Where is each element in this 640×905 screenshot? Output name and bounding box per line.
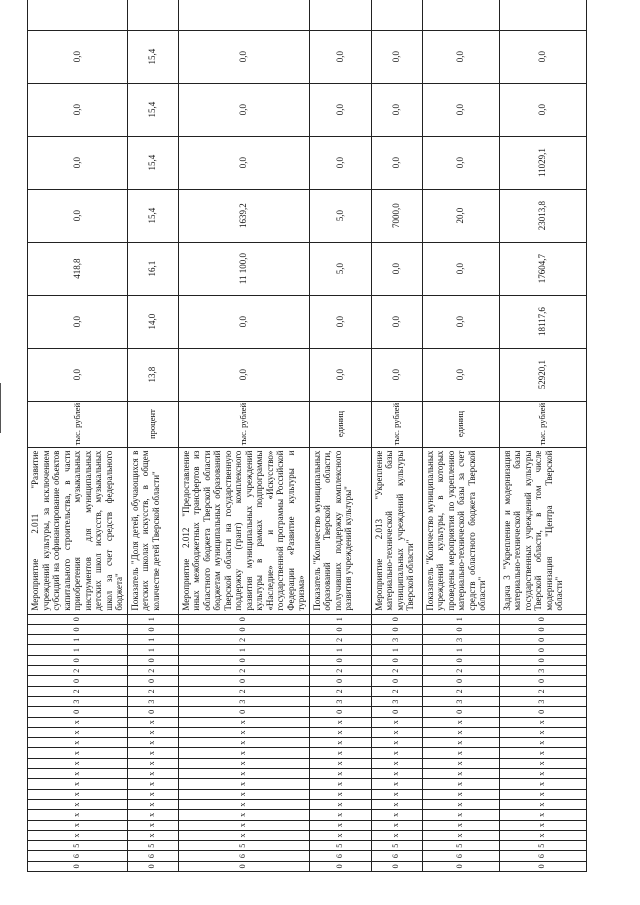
- value-cell: 0,0: [28, 295, 128, 348]
- code-cell: x: [499, 789, 586, 799]
- value-cell: 17604,7: [499, 242, 586, 295]
- target-value-cell: [309, 0, 371, 30]
- code-cell: 1: [127, 645, 178, 655]
- code-cell: 0: [178, 676, 309, 686]
- code-cell: 6: [127, 851, 178, 861]
- unit-cell: процент: [127, 401, 178, 447]
- code-cell: 0: [28, 707, 128, 717]
- code-cell: 0: [422, 707, 499, 717]
- description-cell: Мероприятие 2.013 "Укрепление материально-технической базы муниципальных учреждений культуры Тверской области": [371, 447, 422, 614]
- code-cell: 1: [28, 635, 128, 645]
- target-value-cell: [422, 0, 499, 30]
- code-cell: x: [371, 758, 422, 768]
- code-cell: 1: [422, 645, 499, 655]
- code-cell: 0: [178, 614, 309, 624]
- code-cell: x: [499, 738, 586, 748]
- code-cell: x: [422, 727, 499, 737]
- code-cell: 0: [499, 861, 586, 871]
- value-cell: 0,0: [422, 30, 499, 83]
- code-cell: x: [127, 727, 178, 737]
- code-cell: x: [178, 820, 309, 830]
- value-cell: 0,0: [422, 136, 499, 189]
- value-cell: 0,0: [422, 348, 499, 401]
- code-cell: 0: [127, 861, 178, 871]
- value-cell: 0,0: [371, 295, 422, 348]
- value-cell: 13,8: [127, 348, 178, 401]
- code-cell: x: [371, 738, 422, 748]
- code-cell: x: [28, 727, 128, 737]
- code-cell: 1: [127, 614, 178, 624]
- code-cell: 2: [499, 686, 586, 696]
- program-table: [27, 0, 587, 872]
- code-cell: x: [499, 779, 586, 789]
- code-cell: 3: [422, 696, 499, 706]
- target-value-cell: [499, 0, 586, 30]
- code-cell: 2: [28, 666, 128, 676]
- value-cell: 20,0: [422, 189, 499, 242]
- scan-edge-mark: [0, 383, 1, 433]
- target-value-cell: [178, 0, 309, 30]
- code-cell: 3: [371, 696, 422, 706]
- code-cell: 0: [309, 655, 371, 665]
- code-cell: x: [28, 717, 128, 727]
- code-cell: 0: [499, 676, 586, 686]
- code-cell: 3: [127, 696, 178, 706]
- description-cell: Мероприятие 2.011 "Развитие учреждений культуры, за исключением субсидий на софинансирование объектов капитального строительства, в части приобретения музыкальных инструментов для муниципальных детских школ искусств, музыкальных школ за счет средств федерального бюджета": [28, 447, 128, 614]
- code-cell: x: [309, 717, 371, 727]
- code-cell: 0: [371, 655, 422, 665]
- code-cell: x: [178, 830, 309, 840]
- code-cell: x: [371, 799, 422, 809]
- table-row: [28, 0, 128, 872]
- value-cell: 0,0: [28, 136, 128, 189]
- code-cell: 2: [178, 635, 309, 645]
- code-cell: 0: [371, 624, 422, 634]
- code-cell: 3: [309, 696, 371, 706]
- code-cell: x: [178, 779, 309, 789]
- code-cell: x: [371, 779, 422, 789]
- code-cell: 6: [422, 851, 499, 861]
- code-cell: 1: [371, 645, 422, 655]
- code-cell: 0: [499, 655, 586, 665]
- value-cell: 15,4: [127, 30, 178, 83]
- code-cell: x: [371, 820, 422, 830]
- code-cell: 0: [127, 655, 178, 665]
- value-cell: 0,0: [178, 348, 309, 401]
- code-cell: 2: [178, 666, 309, 676]
- code-cell: 0: [371, 676, 422, 686]
- code-cell: x: [499, 717, 586, 727]
- value-cell: 23013,8: [499, 189, 586, 242]
- value-cell: 0,0: [371, 348, 422, 401]
- code-cell: 0: [499, 645, 586, 655]
- value-cell: 1639,2: [178, 189, 309, 242]
- unit-cell: тыс. рублей: [28, 401, 128, 447]
- code-cell: x: [422, 779, 499, 789]
- code-cell: x: [422, 799, 499, 809]
- unit-cell: единиц: [422, 401, 499, 447]
- description-cell: Показатель "Количество муниципальных образований Тверской области, получивших поддержку комплексного развития учреждений культуры": [309, 447, 371, 614]
- value-cell: 52920,1: [499, 348, 586, 401]
- code-cell: 5: [371, 841, 422, 851]
- value-cell: 418,8: [28, 242, 128, 295]
- code-cell: x: [422, 820, 499, 830]
- value-cell: 0,0: [422, 83, 499, 136]
- value-cell: 14,0: [127, 295, 178, 348]
- code-cell: 6: [28, 851, 128, 861]
- code-cell: x: [371, 810, 422, 820]
- code-cell: x: [28, 830, 128, 840]
- code-cell: 0: [309, 676, 371, 686]
- code-cell: x: [178, 727, 309, 737]
- code-cell: 0: [309, 624, 371, 634]
- code-cell: x: [499, 830, 586, 840]
- code-cell: x: [178, 717, 309, 727]
- value-cell: 0,0: [371, 30, 422, 83]
- code-cell: x: [28, 769, 128, 779]
- code-cell: 0: [422, 655, 499, 665]
- code-cell: x: [499, 810, 586, 820]
- code-cell: x: [127, 779, 178, 789]
- code-cell: 2: [127, 666, 178, 676]
- value-cell: 5,0: [309, 189, 371, 242]
- code-cell: 1: [127, 635, 178, 645]
- code-cell: x: [309, 779, 371, 789]
- code-cell: 2: [371, 666, 422, 676]
- code-cell: x: [178, 799, 309, 809]
- code-cell: 1: [309, 645, 371, 655]
- value-cell: 0,0: [499, 83, 586, 136]
- code-cell: 6: [178, 851, 309, 861]
- code-cell: 1: [309, 614, 371, 624]
- code-cell: 3: [371, 635, 422, 645]
- code-cell: x: [371, 830, 422, 840]
- value-cell: 15,4: [127, 83, 178, 136]
- value-cell: 5,0: [309, 242, 371, 295]
- code-cell: 6: [499, 851, 586, 861]
- table-row: [422, 0, 499, 872]
- code-cell: x: [499, 748, 586, 758]
- value-cell: 18117,6: [499, 295, 586, 348]
- code-cell: 1: [422, 614, 499, 624]
- code-cell: 0: [422, 676, 499, 686]
- code-cell: x: [178, 810, 309, 820]
- code-cell: 5: [309, 841, 371, 851]
- code-cell: x: [28, 748, 128, 758]
- code-cell: 0: [178, 707, 309, 717]
- code-cell: x: [422, 748, 499, 758]
- code-cell: 0: [309, 861, 371, 871]
- code-cell: x: [309, 748, 371, 758]
- code-cell: x: [499, 758, 586, 768]
- code-cell: x: [499, 799, 586, 809]
- code-cell: x: [178, 758, 309, 768]
- code-cell: x: [309, 810, 371, 820]
- code-cell: x: [309, 738, 371, 748]
- code-cell: x: [28, 820, 128, 830]
- value-cell: 0,0: [178, 295, 309, 348]
- code-cell: 3: [422, 635, 499, 645]
- value-cell: 15,4: [127, 189, 178, 242]
- code-cell: x: [178, 738, 309, 748]
- code-cell: 0: [371, 861, 422, 871]
- code-cell: 2: [309, 686, 371, 696]
- code-cell: 0: [422, 624, 499, 634]
- description-cell: Задача 3 "Укрепление и модернизация материально-технической базы государственных учреждений культуры Тверской области, в том числе модернизация "Центра Тверской области": [499, 447, 586, 614]
- code-cell: 2: [309, 635, 371, 645]
- code-cell: x: [371, 727, 422, 737]
- code-cell: x: [422, 810, 499, 820]
- code-cell: x: [28, 738, 128, 748]
- table-row: [309, 0, 371, 872]
- code-cell: x: [127, 717, 178, 727]
- code-cell: 6: [371, 851, 422, 861]
- value-cell: 0,0: [28, 348, 128, 401]
- code-cell: 0: [499, 614, 586, 624]
- code-cell: x: [309, 789, 371, 799]
- value-cell: 15,4: [127, 136, 178, 189]
- value-cell: 0,0: [28, 83, 128, 136]
- code-cell: 3: [499, 666, 586, 676]
- code-cell: 0: [28, 624, 128, 634]
- code-cell: x: [422, 769, 499, 779]
- code-cell: 2: [309, 666, 371, 676]
- code-cell: 5: [127, 841, 178, 851]
- value-cell: 0,0: [178, 30, 309, 83]
- value-cell: 0,0: [371, 136, 422, 189]
- code-cell: x: [127, 820, 178, 830]
- code-cell: 5: [28, 841, 128, 851]
- value-cell: 0,0: [309, 83, 371, 136]
- code-cell: x: [422, 830, 499, 840]
- code-cell: x: [309, 830, 371, 840]
- unit-cell: тыс. рублей: [371, 401, 422, 447]
- code-cell: 0: [499, 707, 586, 717]
- value-cell: 0,0: [371, 242, 422, 295]
- value-cell: 7000,0: [371, 189, 422, 242]
- value-cell: 0,0: [371, 83, 422, 136]
- code-cell: x: [178, 748, 309, 758]
- value-cell: 11 100,0: [178, 242, 309, 295]
- code-cell: 0: [309, 707, 371, 717]
- code-cell: 0: [28, 676, 128, 686]
- table-row: [178, 0, 309, 872]
- code-cell: x: [371, 769, 422, 779]
- code-cell: x: [28, 799, 128, 809]
- code-cell: x: [309, 799, 371, 809]
- code-cell: x: [178, 769, 309, 779]
- code-cell: 2: [371, 686, 422, 696]
- code-cell: 6: [309, 851, 371, 861]
- code-cell: x: [127, 758, 178, 768]
- description-cell: Мероприятие 2.012 "Предоставление иных межбюджетных трансфертов из областного бюджета Тверской области бюджетам муниципальных образований Тверской области на государственную поддержку (грант) комплексного развития муниципальных учреждений культуры в рамках подпрограммы «Наследие» и «Искусство» государственной программы Российской Федерации «Развитие культуры и туризма»: [178, 447, 309, 614]
- value-cell: 0,0: [178, 136, 309, 189]
- code-cell: 0: [178, 624, 309, 634]
- code-cell: x: [127, 769, 178, 779]
- code-cell: 3: [28, 696, 128, 706]
- code-cell: x: [28, 758, 128, 768]
- value-cell: 0,0: [309, 30, 371, 83]
- code-cell: 3: [178, 696, 309, 706]
- value-cell: 0,0: [422, 295, 499, 348]
- code-cell: 1: [178, 645, 309, 655]
- code-cell: x: [127, 799, 178, 809]
- table-row: [499, 0, 586, 872]
- value-cell: 0,0: [178, 83, 309, 136]
- code-cell: x: [499, 769, 586, 779]
- target-value-cell: [127, 0, 178, 30]
- value-cell: 0,0: [422, 242, 499, 295]
- code-cell: x: [127, 738, 178, 748]
- code-cell: 0: [178, 655, 309, 665]
- code-cell: 0: [28, 655, 128, 665]
- code-cell: 0: [178, 861, 309, 871]
- code-cell: 0: [499, 624, 586, 634]
- target-value-cell: [371, 0, 422, 30]
- unit-cell: единиц: [309, 401, 371, 447]
- target-value-cell: [28, 0, 128, 30]
- code-cell: 1: [28, 645, 128, 655]
- code-cell: x: [371, 717, 422, 727]
- unit-cell: тыс. рублей: [499, 401, 586, 447]
- code-cell: x: [422, 738, 499, 748]
- code-cell: 0: [28, 614, 128, 624]
- description-cell: Показатель "Количество муниципальных учреждений культуры, в которых проведены мероприятия по укреплению материально-технической базы за счет средств областного бюджета Тверской области": [422, 447, 499, 614]
- value-cell: 0,0: [499, 30, 586, 83]
- code-cell: 3: [499, 696, 586, 706]
- code-cell: 2: [422, 666, 499, 676]
- value-cell: 0,0: [309, 295, 371, 348]
- value-cell: 0,0: [309, 136, 371, 189]
- code-cell: x: [371, 748, 422, 758]
- code-cell: x: [499, 820, 586, 830]
- code-cell: x: [371, 789, 422, 799]
- value-cell: 0,0: [309, 348, 371, 401]
- code-cell: 0: [127, 624, 178, 634]
- code-cell: x: [127, 748, 178, 758]
- code-cell: 0: [422, 861, 499, 871]
- code-cell: x: [309, 727, 371, 737]
- code-cell: x: [28, 779, 128, 789]
- code-cell: 0: [127, 707, 178, 717]
- code-cell: x: [309, 758, 371, 768]
- value-cell: 16,1: [127, 242, 178, 295]
- code-cell: x: [28, 789, 128, 799]
- code-cell: 0: [371, 614, 422, 624]
- value-cell: 0,0: [28, 189, 128, 242]
- code-cell: 5: [422, 841, 499, 851]
- code-cell: 5: [178, 841, 309, 851]
- code-cell: x: [422, 789, 499, 799]
- code-cell: 2: [127, 686, 178, 696]
- code-cell: 2: [28, 686, 128, 696]
- description-cell: Показатель "Доля детей, обучающихся в детских школах искусств, в общем количестве детей Тверской области": [127, 447, 178, 614]
- code-cell: 0: [28, 861, 128, 871]
- code-cell: 0: [127, 676, 178, 686]
- code-cell: x: [127, 830, 178, 840]
- code-cell: 2: [178, 686, 309, 696]
- code-cell: x: [309, 820, 371, 830]
- code-cell: x: [422, 758, 499, 768]
- code-cell: 5: [499, 841, 586, 851]
- unit-cell: тыс. рублей: [178, 401, 309, 447]
- code-cell: x: [28, 810, 128, 820]
- code-cell: 2: [422, 686, 499, 696]
- code-cell: x: [178, 789, 309, 799]
- value-cell: 0,0: [28, 30, 128, 83]
- table-row: [127, 0, 178, 872]
- code-cell: x: [309, 769, 371, 779]
- code-cell: 0: [371, 707, 422, 717]
- code-cell: x: [499, 727, 586, 737]
- table-row: [371, 0, 422, 872]
- code-cell: x: [422, 717, 499, 727]
- rotated-sheet: [27, 37, 607, 872]
- code-cell: x: [127, 789, 178, 799]
- code-cell: 0: [499, 635, 586, 645]
- code-cell: x: [127, 810, 178, 820]
- value-cell: 11029,1: [499, 136, 586, 189]
